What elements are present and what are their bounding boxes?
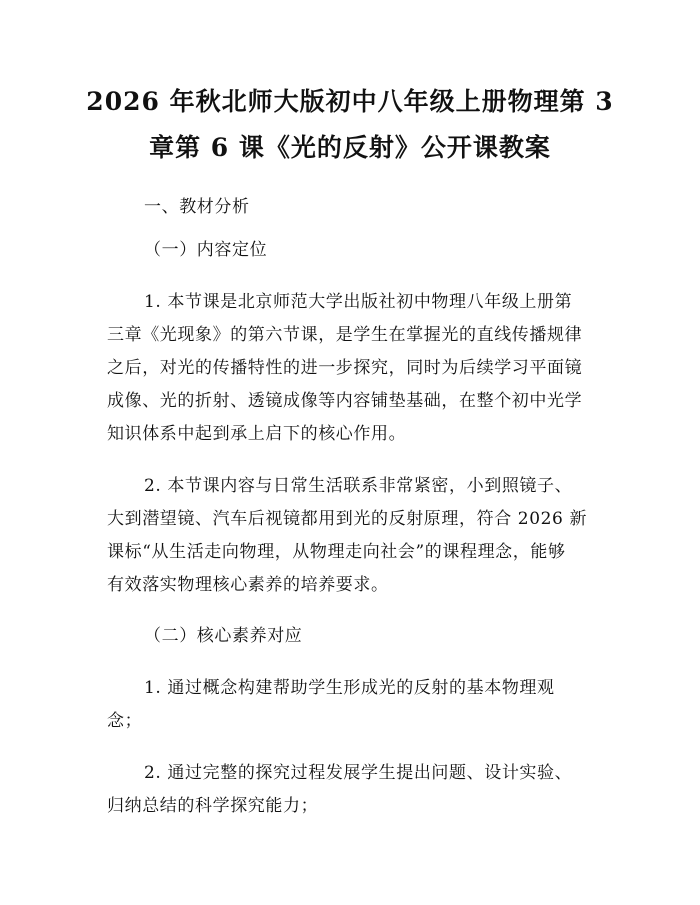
paragraph-4-line-2: 归纳总结的科学探究能力； [107,796,319,816]
subsection-heading-content-positioning: （一）内容定位 [144,240,268,260]
paragraph-3-line-1: 1. 通过概念构建帮助学生形成光的反射的基本物理观 [144,678,555,698]
paragraph-2-line-3: 课标“从生活走向物理，从物理走向社会”的课程理念，能够 [107,542,566,562]
paragraph-4-line-1: 2. 通过完整的探究过程发展学生提出问题、设计实验、 [144,763,573,783]
paragraph-1-line-1: 1. 本节课是北京师范大学出版社初中物理八年级上册第 [144,292,573,312]
section-heading-textbook-analysis: 一、教材分析 [144,197,250,217]
paragraph-2-line-4: 有效落实物理核心素养的培养要求。 [107,575,389,595]
paragraph-2-line-2: 大到潜望镜、汽车后视镜都用到光的反射原理，符合 2026 新 [107,509,588,529]
document-title-line-1: 2026 年秋北师大版初中八年级上册物理第 3 [86,87,614,116]
paragraph-1-line-4: 成像、光的折射、透镜成像等内容铺垫基础，在整个初中光学 [107,391,583,411]
paragraph-2-line-1: 2. 本节课内容与日常生活联系非常紧密，小到照镜子、 [144,476,573,496]
paragraph-1-line-3: 之后，对光的传播特性的进一步探究，同时为后续学习平面镜 [107,358,583,378]
paragraph-1-line-5: 知识体系中起到承上启下的核心作用。 [107,424,407,444]
paragraph-3-line-2: 念； [107,711,143,731]
document-title-line-2: 章第 6 课《光的反射》公开课教案 [149,133,551,162]
subsection-heading-core-literacy: （二）核心素养对应 [144,626,303,646]
paragraph-1-line-2: 三章《光现象》的第六节课，是学生在掌握光的直线传播规律 [107,325,583,345]
